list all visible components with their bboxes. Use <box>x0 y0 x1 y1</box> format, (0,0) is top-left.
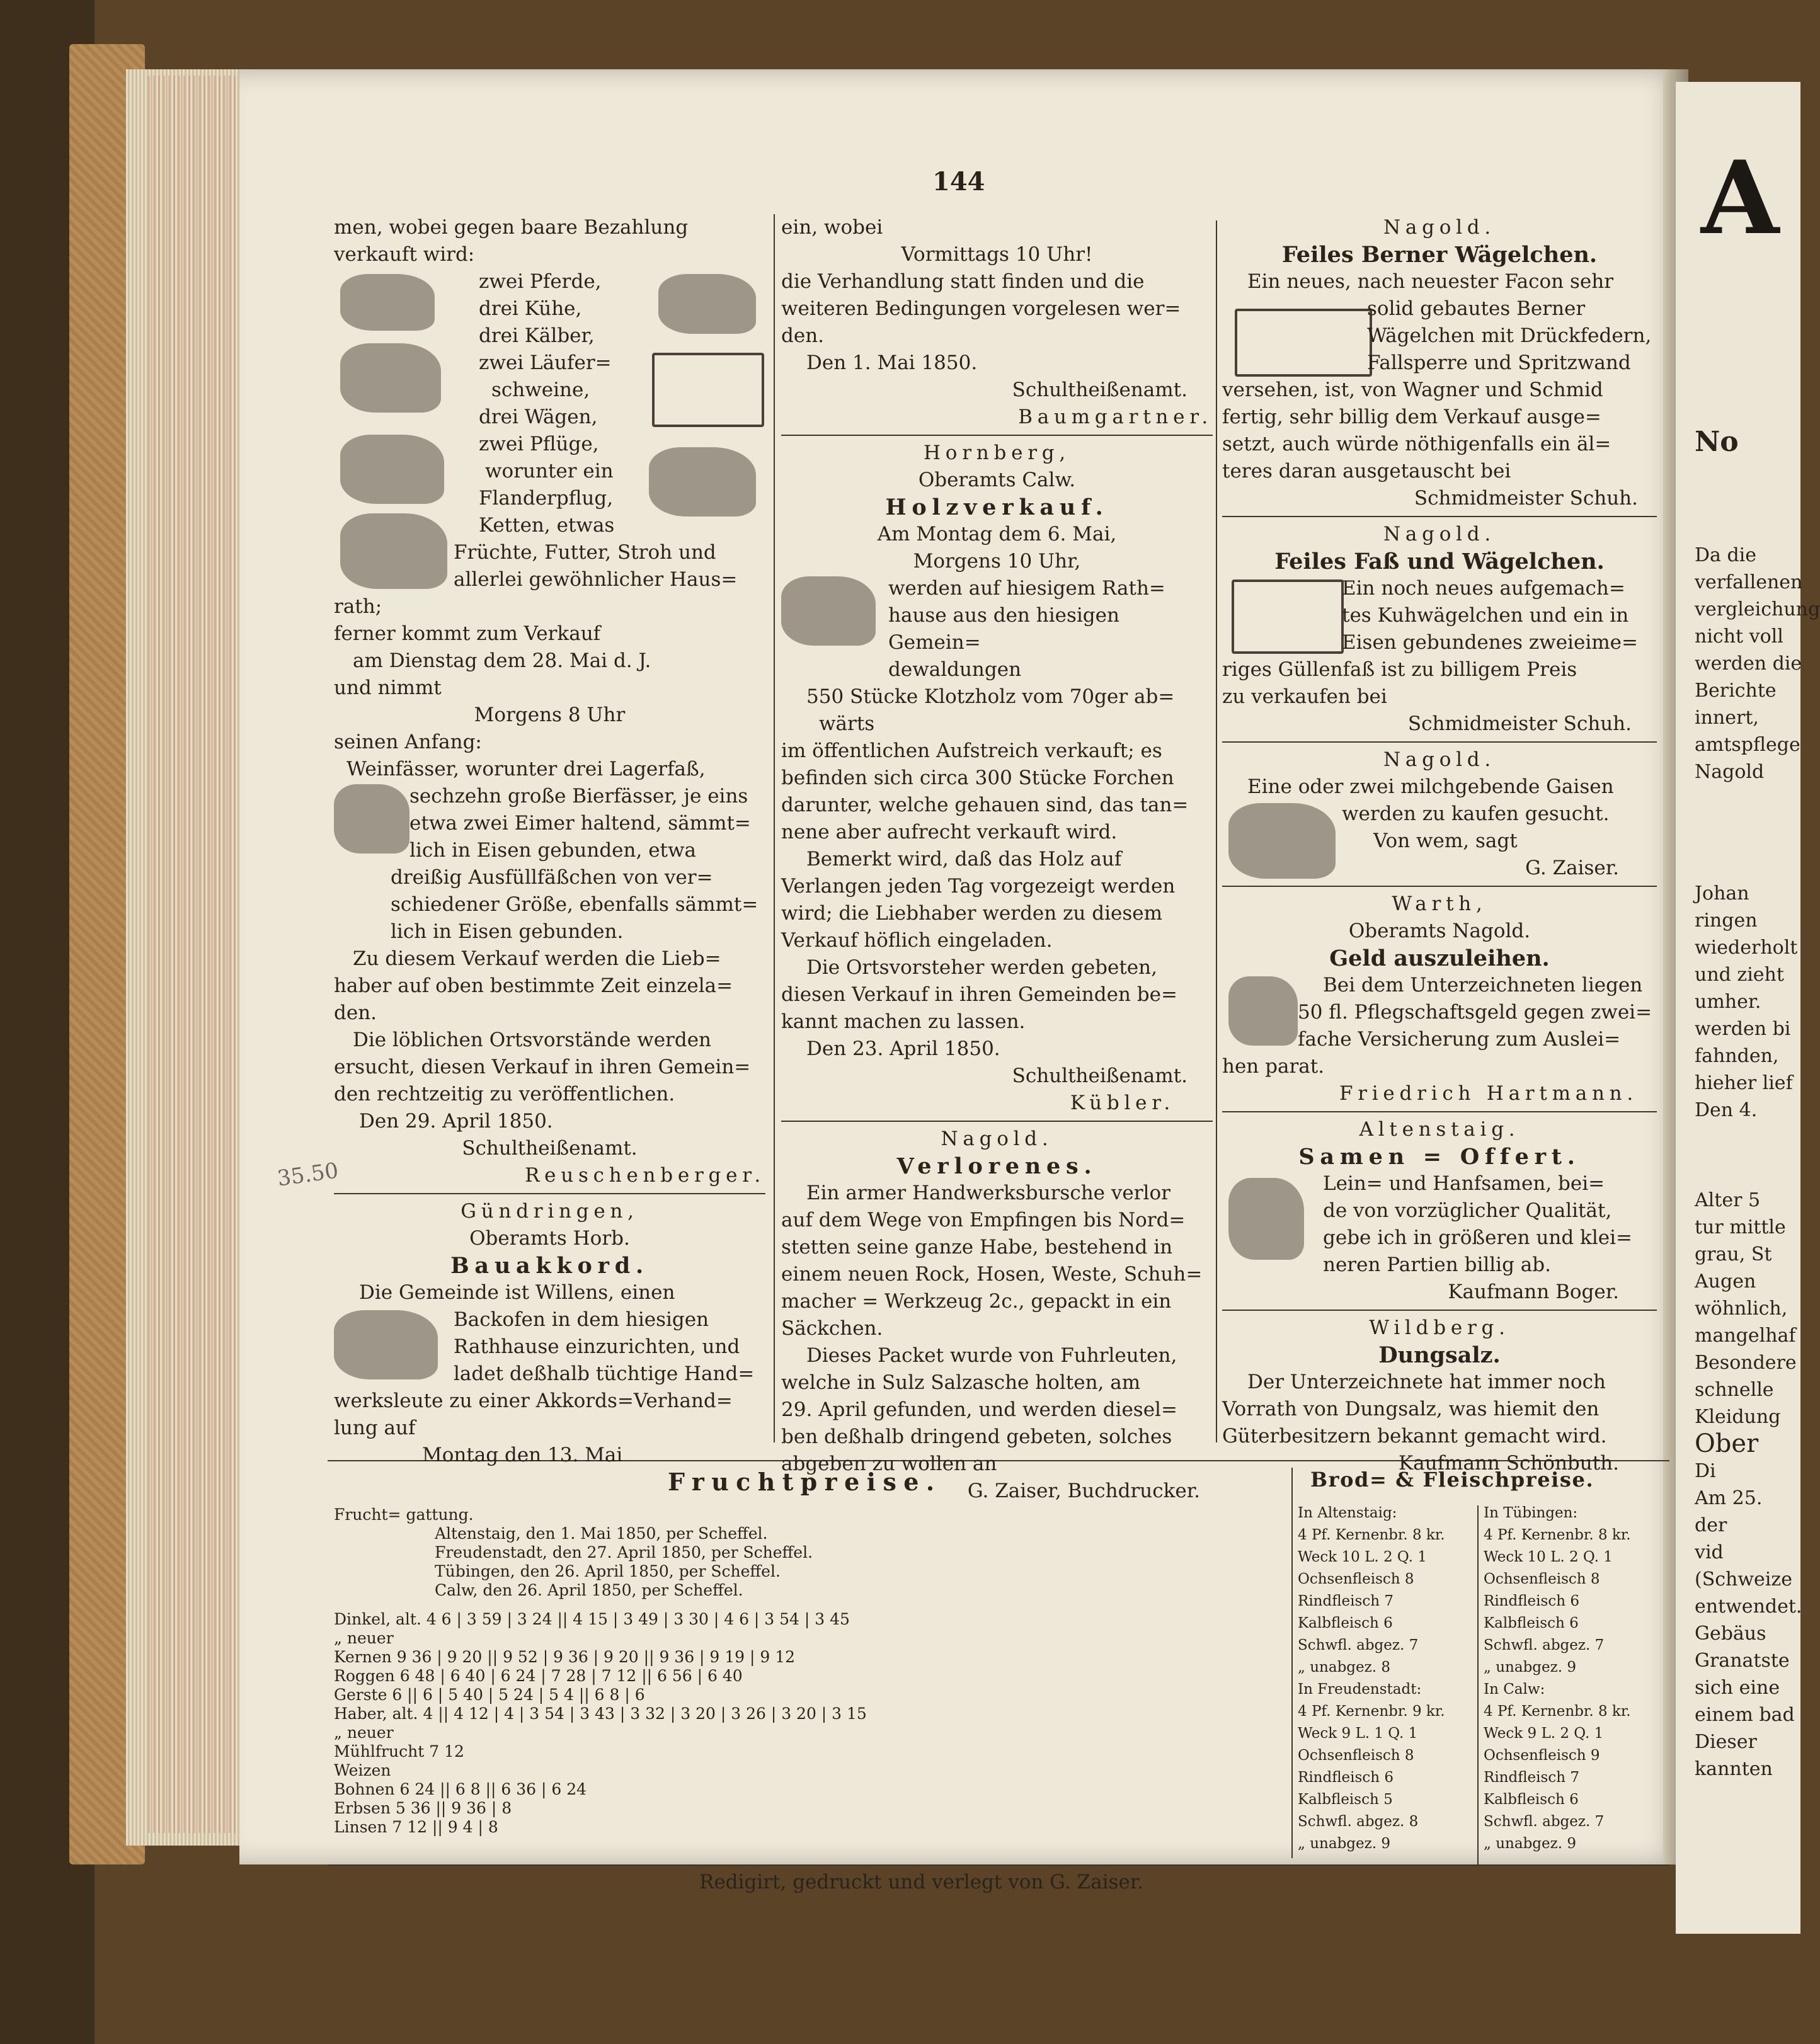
table-row: Schwfl. abgez. 8 <box>1298 1813 1419 1830</box>
text-line: fahnden, <box>1695 1045 1779 1067</box>
text-line: Verkauf höflich eingeladen. <box>781 929 1053 952</box>
ad-heading: Geld auszuleihen. <box>1329 945 1550 971</box>
table-row: Ochsenfleisch 8 <box>1298 1571 1414 1587</box>
text-line: versehen, ist, von Wagner und Schmid <box>1222 379 1603 401</box>
ad-heading: Samen = Offert. <box>1298 1144 1581 1170</box>
signature: Schmidmeister Schuh. <box>1414 487 1638 510</box>
text-line: (Schweize <box>1695 1568 1792 1590</box>
text-line: wöhnlich, <box>1695 1298 1788 1320</box>
district-line: Oberamts Nagold. <box>1348 920 1531 942</box>
text-line: wärts <box>819 712 875 735</box>
text-line: werksleute zu einer Akkords=Verhand= <box>334 1390 733 1412</box>
pencil-annotation: 35.50 <box>275 1158 340 1192</box>
table-row: Rindfleisch 6 <box>1298 1769 1394 1786</box>
separator <box>1222 1310 1657 1311</box>
column-3 <box>1222 214 1657 1477</box>
text-line: den. <box>334 1002 377 1024</box>
text-line: befinden sich circa 300 Stücke Forchen <box>781 767 1174 789</box>
page-edges-stain <box>148 76 236 1833</box>
table-row: Erbsen 5 36 || 9 36 | 8 <box>334 1799 512 1817</box>
district-line: Oberamts Horb. <box>469 1227 630 1250</box>
text-line: Den 29. April 1850. <box>359 1110 553 1133</box>
text-line: kannt machen zu lassen. <box>781 1010 1026 1033</box>
text-line: kannten <box>1695 1758 1773 1780</box>
table-row: Weck 10 L. 2 Q. 1 <box>1298 1549 1427 1565</box>
table-header-place: Altenstaig, den 1. Mai 1850, per Scheffel. <box>435 1524 768 1543</box>
text-line: solid gebautes Berner <box>1367 297 1586 320</box>
brodpreise-divider <box>1477 1505 1479 1864</box>
text-line: Dieser <box>1695 1731 1757 1753</box>
table-row: Mühlfrucht 7 12 <box>334 1742 464 1761</box>
separator <box>781 1121 1213 1122</box>
table-row: 4 Pf. Kernenbr. 8 kr. <box>1484 1527 1631 1543</box>
text-line: vid <box>1695 1541 1724 1563</box>
text-line: Lein= und Hanfsamen, bei= <box>1323 1172 1605 1195</box>
table-row: „ unabgez. 9 <box>1484 1836 1576 1852</box>
separator <box>1222 516 1657 517</box>
signature: Kaufmann Schönbuth. <box>1398 1452 1619 1475</box>
text-line: und nimmt <box>334 677 442 699</box>
list-item: worunter ein <box>485 460 614 482</box>
text-line: Eine oder zwei milchgebende Gaisen <box>1247 775 1614 798</box>
text-line: 29. April gefunden, und werden diesel= <box>781 1398 1177 1421</box>
table-bottom-rule <box>328 1864 1669 1866</box>
text-line: Vormittags 10 Uhr! <box>901 243 1093 266</box>
text-line: darunter, welche gehauen sind, das tan= <box>781 794 1189 816</box>
text-line: Verlangen jeden Tag vorgezeigt werden <box>781 875 1176 898</box>
text-line: lich in Eisen gebunden. <box>391 920 624 943</box>
text-line: fertig, sehr billig dem Verkauf ausge= <box>1222 406 1601 428</box>
text-line: Kleidung <box>1695 1406 1781 1428</box>
text-line: den rechtzeitig zu veröffentlichen. <box>334 1083 675 1105</box>
text-line: wiederholt <box>1695 937 1798 959</box>
text-line: Am 25. <box>1695 1487 1763 1509</box>
table-row: „ unabgez. 8 <box>1298 1659 1390 1676</box>
separator <box>1222 886 1657 887</box>
text-line: Rathhause einzurichten, und <box>454 1335 740 1358</box>
text-line: haber auf oben bestimmte Zeit einzela= <box>334 974 733 997</box>
text-line: auf dem Wege von Empfingen bis Nord= <box>781 1209 1186 1231</box>
text-line: zu verkaufen bei <box>1222 685 1387 708</box>
text-line: welche in Sulz Salzasche holten, am <box>781 1371 1141 1394</box>
text-line: neren Partien billig ab. <box>1323 1253 1551 1276</box>
imprint-footer: Redigirt, gedruckt und verlegt von G. Zaiser. <box>699 1871 1144 1893</box>
text-line: riges Güllenfaß ist zu billigem Preis <box>1222 658 1577 681</box>
table-row: In Tübingen: <box>1484 1505 1578 1521</box>
table-row: In Calw: <box>1484 1681 1545 1698</box>
text-line: wird; die Liebhaber werden zu diesem <box>781 902 1162 925</box>
table-row: Kalbfleisch 6 <box>1484 1791 1579 1808</box>
text-line: Wägelchen mit Drückfedern, <box>1367 324 1652 347</box>
table-header-place: Calw, den 26. April 1850, per Scheffel. <box>435 1581 743 1599</box>
text-line: tes Kuhwägelchen und ein in <box>1342 604 1629 627</box>
place-heading: Wildberg. <box>1369 1316 1510 1339</box>
text-line: 550 Stücke Klotzholz vom 70ger ab= <box>806 685 1175 708</box>
text-line: amtspflege <box>1695 734 1800 756</box>
text-line: Gebäus <box>1695 1623 1766 1645</box>
text-line: umher. <box>1695 991 1761 1013</box>
column-rule-1 <box>774 214 775 1442</box>
text-line: Den 4. <box>1695 1099 1758 1121</box>
text-line: schiedener Größe, ebenfalls sämmt= <box>391 893 758 916</box>
signature: G. Zaiser, Buchdrucker. <box>967 1480 1200 1502</box>
text-line: Ober <box>1695 1429 1759 1458</box>
table-row: Dinkel, alt. 4 6 | 3 59 | 3 24 || 4 15 | 3 49 | 3 30 | 4 6 | 3 54 | 3 45 <box>334 1610 850 1628</box>
table-row: „ unabgez. 9 <box>1484 1659 1576 1676</box>
text-line: Johan <box>1695 882 1749 905</box>
ad-heading: Holzverkauf. <box>885 494 1109 520</box>
text-line: Besondere <box>1695 1352 1797 1374</box>
column-1 <box>334 214 765 1469</box>
district-line: Oberamts Calw. <box>918 469 1076 491</box>
list-item: zwei Pflüge, <box>479 433 599 455</box>
text-line: verfallenen <box>1695 571 1803 593</box>
text-line: Granatste <box>1695 1650 1790 1672</box>
signature: Kübler. <box>1070 1092 1175 1114</box>
text-line: teres daran ausgetauscht bei <box>1222 460 1511 482</box>
table-row: In Altenstaig: <box>1298 1505 1397 1521</box>
place-heading: Gündringen, <box>461 1200 639 1223</box>
separator <box>1222 741 1657 743</box>
text-line: tur mittle <box>1695 1216 1786 1238</box>
text-line: einem bad <box>1695 1704 1795 1726</box>
list-item: drei Kühe, <box>479 297 582 320</box>
text-line: Fallsperre und Spritzwand <box>1367 351 1631 374</box>
text-line: weiteren Bedingungen vorgelesen wer= <box>781 297 1181 320</box>
brodpreise-right <box>1484 1502 1660 1855</box>
ad-heading: Bauakkord. <box>450 1253 649 1279</box>
text-line: dreißig Ausfüllfäßchen von ver= <box>391 866 713 889</box>
place-heading: Hornberg, <box>924 442 1070 464</box>
text-line: Von wem, sagt <box>1373 830 1518 852</box>
brodpreise-title: Brod= & Fleischpreise. <box>1310 1468 1594 1492</box>
text-line: werden die <box>1695 653 1802 675</box>
text-line: Montag den 13. Mai <box>422 1444 623 1466</box>
text-line: Den 23. April 1850. <box>806 1037 1000 1060</box>
table-row: Kalbfleisch 6 <box>1298 1615 1393 1631</box>
text-line: den. <box>781 324 825 347</box>
office-line: Schultheißenamt. <box>462 1137 638 1160</box>
table-row: Schwfl. abgez. 7 <box>1484 1813 1605 1830</box>
text-line: und zieht <box>1695 964 1784 986</box>
table-header-place: Freudenstadt, den 27. April 1850, per Scheffel. <box>435 1543 813 1562</box>
column-2 <box>781 214 1213 1505</box>
table-row: Bohnen 6 24 || 6 8 || 6 36 | 6 24 <box>334 1780 587 1798</box>
text-line: Ein armer Handwerksbursche verlor <box>806 1182 1170 1204</box>
text-line: de von vorzüglicher Qualität, <box>1323 1199 1612 1222</box>
text-line: schnelle <box>1695 1379 1774 1401</box>
text-line: mangelhaf <box>1695 1325 1796 1347</box>
text-line: am Dienstag dem 28. Mai d. J. <box>353 649 651 672</box>
text-line: Backofen in dem hiesigen <box>454 1308 709 1331</box>
text-line: rath; <box>334 595 382 618</box>
list-item: schweine, <box>491 379 590 401</box>
table-divider <box>1291 1468 1293 1858</box>
text-line: men, wobei gegen baare Bezahlung <box>334 216 689 239</box>
text-line: lich in Eisen gebunden, etwa <box>409 839 697 862</box>
text-line: sechzehn große Bierfässer, je eins <box>409 785 748 808</box>
text-line: Früchte, Futter, Stroh und <box>454 541 716 564</box>
place-heading: Nagold. <box>941 1128 1053 1150</box>
text-line: Vorrath von Dungsalz, was hiemit den <box>1222 1398 1600 1420</box>
text-line: Eisen gebundenes zweieime= <box>1342 631 1638 654</box>
table-row: Haber, alt. 4 || 4 12 | 4 | 3 54 | 3 43 | 3 32 | 3 20 | 3 26 | 3 20 | 3 15 <box>334 1704 867 1723</box>
fruchtpreise-table <box>334 1505 1279 1837</box>
place-heading: Nagold. <box>1383 748 1496 771</box>
text-line: Säckchen. <box>781 1317 883 1340</box>
masthead-fragment: A <box>1701 139 1780 257</box>
place-heading: Altenstaig. <box>1359 1118 1520 1141</box>
table-row: Roggen 6 48 | 6 40 | 6 24 | 7 28 | 7 12 || 6 56 | 6 40 <box>334 1667 743 1685</box>
text-line: Den 1. Mai 1850. <box>806 351 978 374</box>
table-row: Weck 10 L. 2 Q. 1 <box>1484 1549 1613 1565</box>
text-line: etwa zwei Eimer haltend, sämmt= <box>409 812 751 835</box>
column-rule-2 <box>1216 220 1217 1442</box>
table-row: Weck 9 L. 2 Q. 1 <box>1484 1725 1604 1742</box>
text-line: ringen <box>1695 910 1758 932</box>
table-row: „ neuer <box>334 1723 394 1742</box>
signature: Baumgartner. <box>1018 406 1213 428</box>
ad-heading: Dungsalz. <box>1378 1342 1501 1368</box>
text-line: Der Unterzeichnete hat immer noch <box>1247 1371 1606 1393</box>
text-line: der <box>1695 1514 1727 1536</box>
text-line: Bei dem Unterzeichneten liegen <box>1323 974 1643 996</box>
separator <box>781 435 1213 436</box>
table-row: 4 Pf. Kernenbr. 8 kr. <box>1484 1703 1631 1720</box>
table-row: In Freudenstadt: <box>1298 1681 1422 1698</box>
text-line: vergleichung <box>1695 598 1820 620</box>
table-row: Ochsenfleisch 8 <box>1298 1747 1414 1764</box>
place-heading: Warth, <box>1392 893 1487 915</box>
list-item: drei Kälber, <box>479 324 595 347</box>
table-row: Weizen <box>334 1761 391 1779</box>
table-header-left: Frucht= gattung. <box>334 1505 474 1524</box>
text-line: hen parat. <box>1222 1055 1325 1078</box>
text-line: ferner kommt zum Verkauf <box>334 622 601 645</box>
text-line: Zu diesem Verkauf werden die Lieb= <box>353 947 721 970</box>
list-item: Flanderpflug, <box>479 487 614 510</box>
text-line: gebe ich in größeren und klei= <box>1323 1226 1632 1249</box>
list-item: zwei Läufer= <box>479 351 612 374</box>
text-line: Berichte <box>1695 680 1777 702</box>
text-line: fache Versicherung zum Auslei= <box>1298 1028 1621 1051</box>
separator <box>334 1193 765 1194</box>
table-row: Kalbfleisch 5 <box>1298 1791 1393 1808</box>
table-row: 4 Pf. Kernenbr. 9 kr. <box>1298 1703 1445 1720</box>
text-line: Dieses Packet wurde von Fuhrleuten, <box>806 1344 1177 1367</box>
text-line: 50 fl. Pflegschaftsgeld gegen zwei= <box>1298 1001 1652 1024</box>
text-line: Alter 5 <box>1695 1189 1761 1211</box>
text-line: hieher lief <box>1695 1072 1793 1094</box>
text-line: Ein noch neues aufgemach= <box>1342 577 1625 600</box>
ad-heading: Feiles Faß und Wägelchen. <box>1274 549 1605 574</box>
ad-heading: Feiles Berner Wägelchen. <box>1281 242 1598 268</box>
table-row: Kernen 9 36 | 9 20 || 9 52 | 9 36 | 9 20 || 9 36 | 9 19 | 9 12 <box>334 1648 796 1666</box>
table-header-place: Tübingen, den 26. April 1850, per Scheffel. <box>435 1562 781 1580</box>
text-line: diesen Verkauf in ihren Gemeinden be= <box>781 983 1177 1006</box>
text-line: seinen Anfang: <box>334 731 482 753</box>
text-line: ben deßhalb dringend gebeten, solches <box>781 1425 1172 1448</box>
text-line: Morgens 10 Uhr, <box>913 550 1081 573</box>
signature: Friedrich Hartmann. <box>1339 1082 1638 1105</box>
text-line: dewaldungen <box>888 658 1022 681</box>
text-line: nicht voll <box>1695 625 1783 648</box>
right-page-issue: No <box>1695 426 1739 458</box>
table-row: Gerste 6 || 6 | 5 40 | 5 24 | 5 4 || 6 8 | 6 <box>334 1686 645 1704</box>
text-line: nene aber aufrecht verkauft wird. <box>781 821 1118 843</box>
text-line: verkauft wird: <box>334 243 475 266</box>
text-line: werden auf hiesigem Rath= <box>888 577 1165 600</box>
text-line: ersucht, diesen Verkauf in ihren Gemein= <box>334 1056 751 1078</box>
text-line: lung auf <box>334 1417 416 1439</box>
table-row: Ochsenfleisch 9 <box>1484 1747 1600 1764</box>
text-line: einem neuen Rock, Hosen, Weste, Schuh= <box>781 1263 1203 1286</box>
right-page-column <box>1695 542 1820 1783</box>
brodpreise-left <box>1298 1502 1480 1855</box>
text-line: stetten seine ganze Habe, bestehend in <box>781 1236 1173 1259</box>
text-line: im öffentlichen Aufstreich verkauft; es <box>781 739 1162 762</box>
fruchtpreise-title: Fruchtpreise. <box>668 1468 942 1496</box>
text-line: Da die <box>1695 544 1757 566</box>
table-row: Schwfl. abgez. 7 <box>1484 1637 1605 1653</box>
list-item: Ketten, etwas <box>479 514 615 537</box>
text-line: Di <box>1695 1460 1716 1482</box>
separator <box>1222 1111 1657 1112</box>
text-line: abgeben zu wollen an <box>781 1453 997 1475</box>
text-line: ladet deßhalb tüchtige Hand= <box>454 1362 755 1385</box>
office-line: Schultheißenamt. <box>1012 1065 1188 1087</box>
table-row: „ unabgez. 9 <box>1298 1836 1390 1852</box>
text-line: Güterbesitzern bekannt gemacht wird. <box>1222 1425 1607 1447</box>
table-row: Ochsenfleisch 8 <box>1484 1571 1600 1587</box>
list-item: zwei Pferde, <box>479 270 602 293</box>
signature: Reuschenberger. <box>525 1164 765 1187</box>
text-line: allerlei gewöhnlicher Haus= <box>454 568 738 591</box>
place-heading: Nagold. <box>1383 216 1496 239</box>
text-line: Am Montag dem 6. Mai, <box>877 523 1117 545</box>
text-line: die Verhandlung statt finden und die <box>781 270 1145 293</box>
text-line: Ein neues, nach neuester Facon sehr <box>1247 270 1614 293</box>
table-row: Rindfleisch 6 <box>1484 1593 1579 1609</box>
text-line: grau, St <box>1695 1243 1772 1265</box>
table-row: Weck 9 L. 1 Q. 1 <box>1298 1725 1418 1742</box>
table-row: Rindfleisch 7 <box>1298 1593 1394 1609</box>
text-line: sich eine <box>1695 1677 1780 1699</box>
text-line: ein, wobei <box>781 216 883 239</box>
text-line: Weinfässer, worunter drei Lagerfaß, <box>346 758 706 780</box>
text-line: Bemerkt wird, daß das Holz auf <box>806 848 1122 871</box>
text-line: Augen <box>1695 1270 1756 1293</box>
text-line: werden bi <box>1695 1018 1791 1040</box>
office-line: Schultheißenamt. <box>1012 379 1188 401</box>
text-line: setzt, auch würde nöthigenfalls ein äl= <box>1222 433 1611 455</box>
page-number: 144 <box>932 167 985 197</box>
table-row: Schwfl. abgez. 7 <box>1298 1637 1419 1653</box>
text-line: Nagold <box>1695 761 1765 783</box>
signature: Kaufmann Boger. <box>1448 1281 1619 1303</box>
table-row: 4 Pf. Kernenbr. 8 kr. <box>1298 1527 1445 1543</box>
text-line: entwendet. <box>1695 1596 1802 1618</box>
ad-heading: Verlorenes. <box>896 1153 1097 1179</box>
signature: Schmidmeister Schuh. <box>1407 712 1632 735</box>
table-row: Rindfleisch 7 <box>1484 1769 1579 1786</box>
text-line: hause aus den hiesigen Gemein= <box>888 604 1119 654</box>
list-item: drei Wägen, <box>479 406 598 428</box>
place-heading: Nagold. <box>1383 523 1496 545</box>
table-row: Linsen 7 12 || 9 4 | 8 <box>334 1818 498 1836</box>
table-row: „ neuer <box>334 1629 394 1647</box>
text-line: werden zu kaufen gesucht. <box>1342 802 1610 825</box>
text-line: Die Ortsvorsteher werden gebeten, <box>806 956 1157 979</box>
table-row: Kalbfleisch 6 <box>1484 1615 1579 1631</box>
text-line: macher = Werkzeug 2c., gepackt in ein <box>781 1290 1172 1313</box>
text-line: innert, <box>1695 707 1759 729</box>
signature: G. Zaiser. <box>1525 857 1619 879</box>
text-line: Die löblichen Ortsvorstände werden <box>353 1029 712 1051</box>
text-line: Morgens 8 Uhr <box>474 704 626 726</box>
text-line: Die Gemeinde ist Willens, einen <box>359 1281 675 1304</box>
